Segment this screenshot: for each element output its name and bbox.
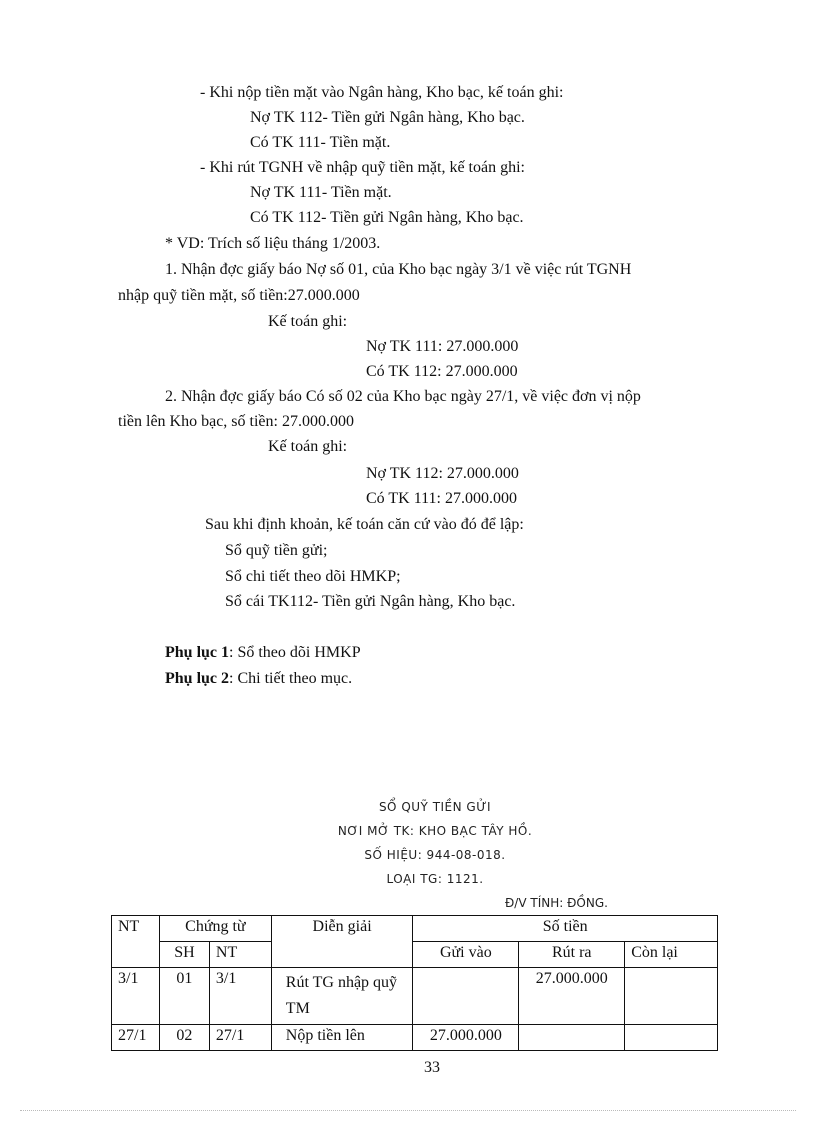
- cell-voucher-nt: 27/1: [209, 1025, 271, 1051]
- text-line: Sổ chi tiết theo dõi HMKP;: [225, 568, 401, 585]
- text-line: 2. Nhận đợc giấy báo Có số 02 của Kho bạc ngày 27/1, về việc đơn vị nộp: [165, 388, 641, 405]
- table-row: [112, 1025, 718, 1051]
- ledger-account-place: NƠI MỞ TK: KHO BẠC TÂY HỒ.: [337, 824, 533, 838]
- text-line: Sau khi định khoản, kế toán căn cứ vào đó để lập:: [205, 516, 524, 533]
- table-subheader-row: [112, 942, 718, 968]
- header-withdraw: Rút ra: [519, 942, 625, 968]
- cell-description: Nộp tiền lên: [271, 1025, 413, 1051]
- table-header-row: [112, 916, 718, 942]
- text-line: Có TK 111- Tiền mặt.: [250, 134, 391, 151]
- header-sh: SH: [159, 942, 209, 968]
- header-balance: Còn lại: [625, 942, 718, 968]
- header-voucher-nt: NT: [209, 942, 271, 968]
- cell-balance: [625, 968, 718, 1025]
- ledger-table: [111, 915, 718, 1051]
- ledger-title: SỔ QUỸ TIỀN GỬI: [378, 800, 492, 814]
- cell-withdraw: [519, 1025, 625, 1051]
- cell-nt: 3/1: [112, 968, 160, 1025]
- ledger-deposit-type: LOẠI TG: 1121.: [386, 872, 484, 886]
- cell-nt: 27/1: [112, 1025, 160, 1051]
- text-line: Có TK 111: 27.000.000: [366, 490, 517, 507]
- ledger-account-number: SỐ HIỆU: 944-08-018.: [364, 848, 506, 862]
- appendix-text: : Chi tiết theo mục.: [229, 670, 353, 687]
- header-voucher: Chứng từ: [159, 916, 271, 942]
- page-bottom-divider: [20, 1110, 796, 1111]
- appendix-label: Phụ lục 1: [165, 644, 230, 661]
- text-line: Sổ cái TK112- Tiền gửi Ngân hàng, Kho bạc.: [225, 593, 516, 610]
- table-row: [112, 968, 718, 1025]
- text-line: Có TK 112: 27.000.000: [366, 363, 518, 380]
- cell-deposit: [413, 968, 519, 1025]
- ledger-unit: Đ/V TÍNH: ĐỒNG.: [505, 896, 608, 910]
- header-nt: NT: [112, 916, 160, 968]
- text-line: Kế toán ghi:: [268, 313, 348, 330]
- text-line: * VD: Trích số liệu tháng 1/2003.: [165, 235, 381, 252]
- text-line: 1. Nhận đợc giấy báo Nợ số 01, của Kho bạc ngày 3/1 về việc rút TGNH: [165, 261, 632, 278]
- text-line: Có TK 112- Tiền gửi Ngân hàng, Kho bạc.: [250, 209, 524, 226]
- cell-sh: 01: [159, 968, 209, 1025]
- header-amount: Số tiền: [413, 916, 718, 942]
- text-line: tiền lên Kho bạc, số tiền: 27.000.000: [118, 413, 354, 430]
- text-line: - Khi rút TGNH về nhập quỹ tiền mặt, kế toán ghi:: [200, 159, 525, 176]
- cell-voucher-nt: 3/1: [209, 968, 271, 1025]
- text-line: Nợ TK 112: 27.000.000: [366, 465, 519, 482]
- cell-withdraw: 27.000.000: [519, 968, 625, 1025]
- text-line: Kế toán ghi:: [268, 438, 348, 455]
- cell-sh: 02: [159, 1025, 209, 1051]
- appendix-label: Phụ lục 2: [165, 670, 230, 687]
- text-line: Nợ TK 111: 27.000.000: [366, 338, 519, 355]
- appendix-item: [165, 643, 361, 663]
- text-line: - Khi nộp tiền mặt vào Ngân hàng, Kho bạc, kế toán ghi:: [200, 84, 564, 101]
- appendix-text: : Sổ theo dõi HMKP: [229, 644, 361, 661]
- text-line: Nợ TK 112- Tiền gửi Ngân hàng, Kho bạc.: [250, 109, 525, 126]
- text-line: Sổ quỹ tiền gửi;: [225, 542, 328, 559]
- page-number: 33: [424, 1059, 440, 1076]
- header-deposit: Gửi vào: [413, 942, 519, 968]
- appendix-item: [165, 669, 352, 689]
- cell-deposit: 27.000.000: [413, 1025, 519, 1051]
- cell-balance: [625, 1025, 718, 1051]
- header-description: Diễn giải: [271, 916, 413, 968]
- text-line: nhập quỹ tiền mặt, số tiền:27.000.000: [118, 287, 360, 304]
- text-line: Nợ TK 111- Tiền mặt.: [250, 184, 392, 201]
- cell-description: Rút TG nhập quỹ TM: [271, 968, 413, 1025]
